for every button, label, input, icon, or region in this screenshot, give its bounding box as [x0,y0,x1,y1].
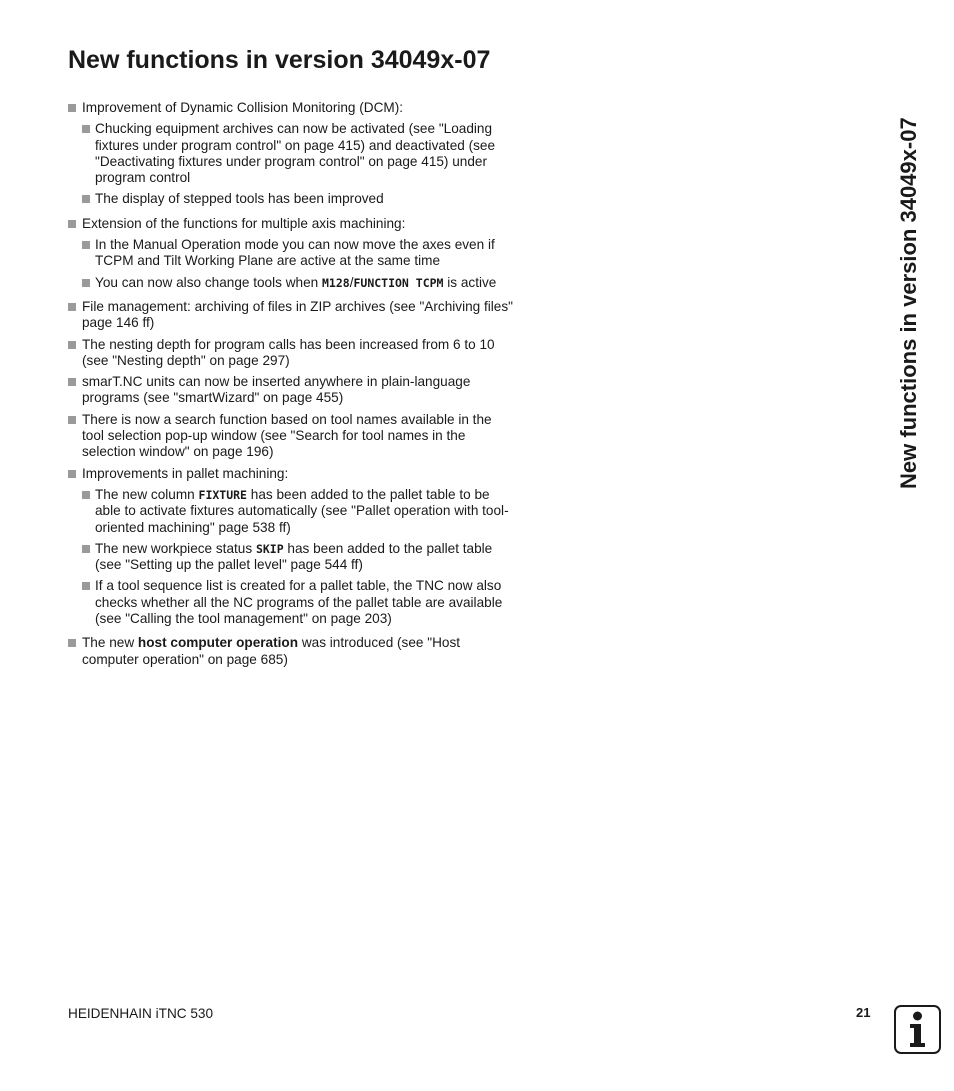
square-bullet-icon [68,104,76,112]
list-item [68,374,513,407]
sub-list-item-text: Chucking equipment archives can now be activated (see "Loading fixtures under program control" on page 415) and deactivated (see "Deactivating fixtures under program control" on page 415) under program control [95,121,496,186]
info-icon [894,1005,941,1054]
list-item-text: File management: archiving of files in ZIP archives (see "Archiving files" page 146 ff) [82,298,513,331]
sub-list [82,487,513,627]
list-item [68,216,513,291]
square-bullet-icon [82,241,90,249]
list-item-text: Extension of the functions for multiple axis machining: [82,215,406,231]
list-item-text: Improvements in pallet machining: [82,465,289,481]
sub-list-item [82,487,513,536]
list-item [68,337,513,370]
list-item [68,299,513,332]
list-item [68,412,513,461]
square-bullet-icon [68,220,76,228]
page-number: 21 [856,1005,871,1020]
square-bullet-icon [82,491,90,499]
sub-list-item [82,578,513,627]
sub-list-item [82,237,513,270]
sub-list-item-text: The display of stepped tools has been improved [95,191,384,207]
sub-list [82,237,513,291]
sub-list-item [82,541,513,574]
footer-product-name: HEIDENHAIN iTNC 530 [68,1006,214,1021]
sub-list-item [82,121,513,186]
square-bullet-icon [68,341,76,349]
code-separator: / [349,274,354,290]
sub-list-item [82,275,513,291]
sub-list-item-text: In the Manual Operation mode you can now move the axes even if TCPM and Tilt Working Plane are active at the same time [95,237,495,269]
list-item [68,100,513,208]
square-bullet-icon [82,195,90,203]
code-skip: SKIP [255,541,284,556]
code-m128: M128 [321,275,350,290]
feature-list-container [68,100,513,673]
sub-list-item-text-pre: The new column [95,486,199,502]
sub-list [82,121,513,207]
list-item-text: smarT.NC units can now be inserted anywhere in plain-language programs (see "smartWizard" on page 455) [82,374,471,406]
square-bullet-icon [68,303,76,311]
list-item-text: Improvement of Dynamic Collision Monitoring (DCM): [82,100,404,115]
sub-list-item-text: If a tool sequence list is created for a pallet table, the TNC now also checks whether all the NC programs of the pallet table are available (see "Calling the tool management" on page 203) [95,578,503,627]
sub-list-item [82,191,513,207]
square-bullet-icon [68,378,76,386]
info-icon-glyph [896,1007,939,1052]
square-bullet-icon [82,582,90,590]
sub-list-item-text-post: is active [443,274,497,290]
list-item [68,635,513,668]
list-item-text: The nesting depth for program calls has been increased from 6 to 10 (see "Nesting depth" on page 297) [82,336,495,368]
square-bullet-icon [68,416,76,424]
square-bullet-icon [68,470,76,478]
page-title: New functions in version 34049x-07 [68,46,491,74]
host-computer-operation-emphasis: host computer operation [137,635,299,651]
code-function-tcpm: FUNCTION TCPM [353,275,444,290]
square-bullet-icon [82,545,90,553]
list-item-text: There is now a search function based on tool names available in the tool selection pop-up window (see "Search for tool names in the selection window" on page 196) [82,411,492,460]
side-running-title: New functions in version 34049x-07 [896,117,921,489]
list-item-text-post: was introduced (see "Host computer operation" on page 685) [82,635,461,667]
sub-list-item-text-pre: You can now also change tools when [95,274,322,290]
sub-list-item-text-post: has been added to the pallet table (see "Setting up the pallet level" page 544 ff) [95,540,493,573]
sub-list-item-text-post: has been added to the pallet table to be able to activate fixtures automatically (see "Pallet operation with tool-oriented machining" page 538 ff) [95,486,509,535]
square-bullet-icon [68,639,76,647]
list-item-text-pre: The new [82,635,138,651]
feature-list [68,100,513,668]
square-bullet-icon [82,279,90,287]
square-bullet-icon [82,125,90,133]
code-fixture: FIXTURE [198,487,247,502]
list-item [68,466,513,628]
sub-list-item-text-pre: The new workpiece status [95,540,256,556]
